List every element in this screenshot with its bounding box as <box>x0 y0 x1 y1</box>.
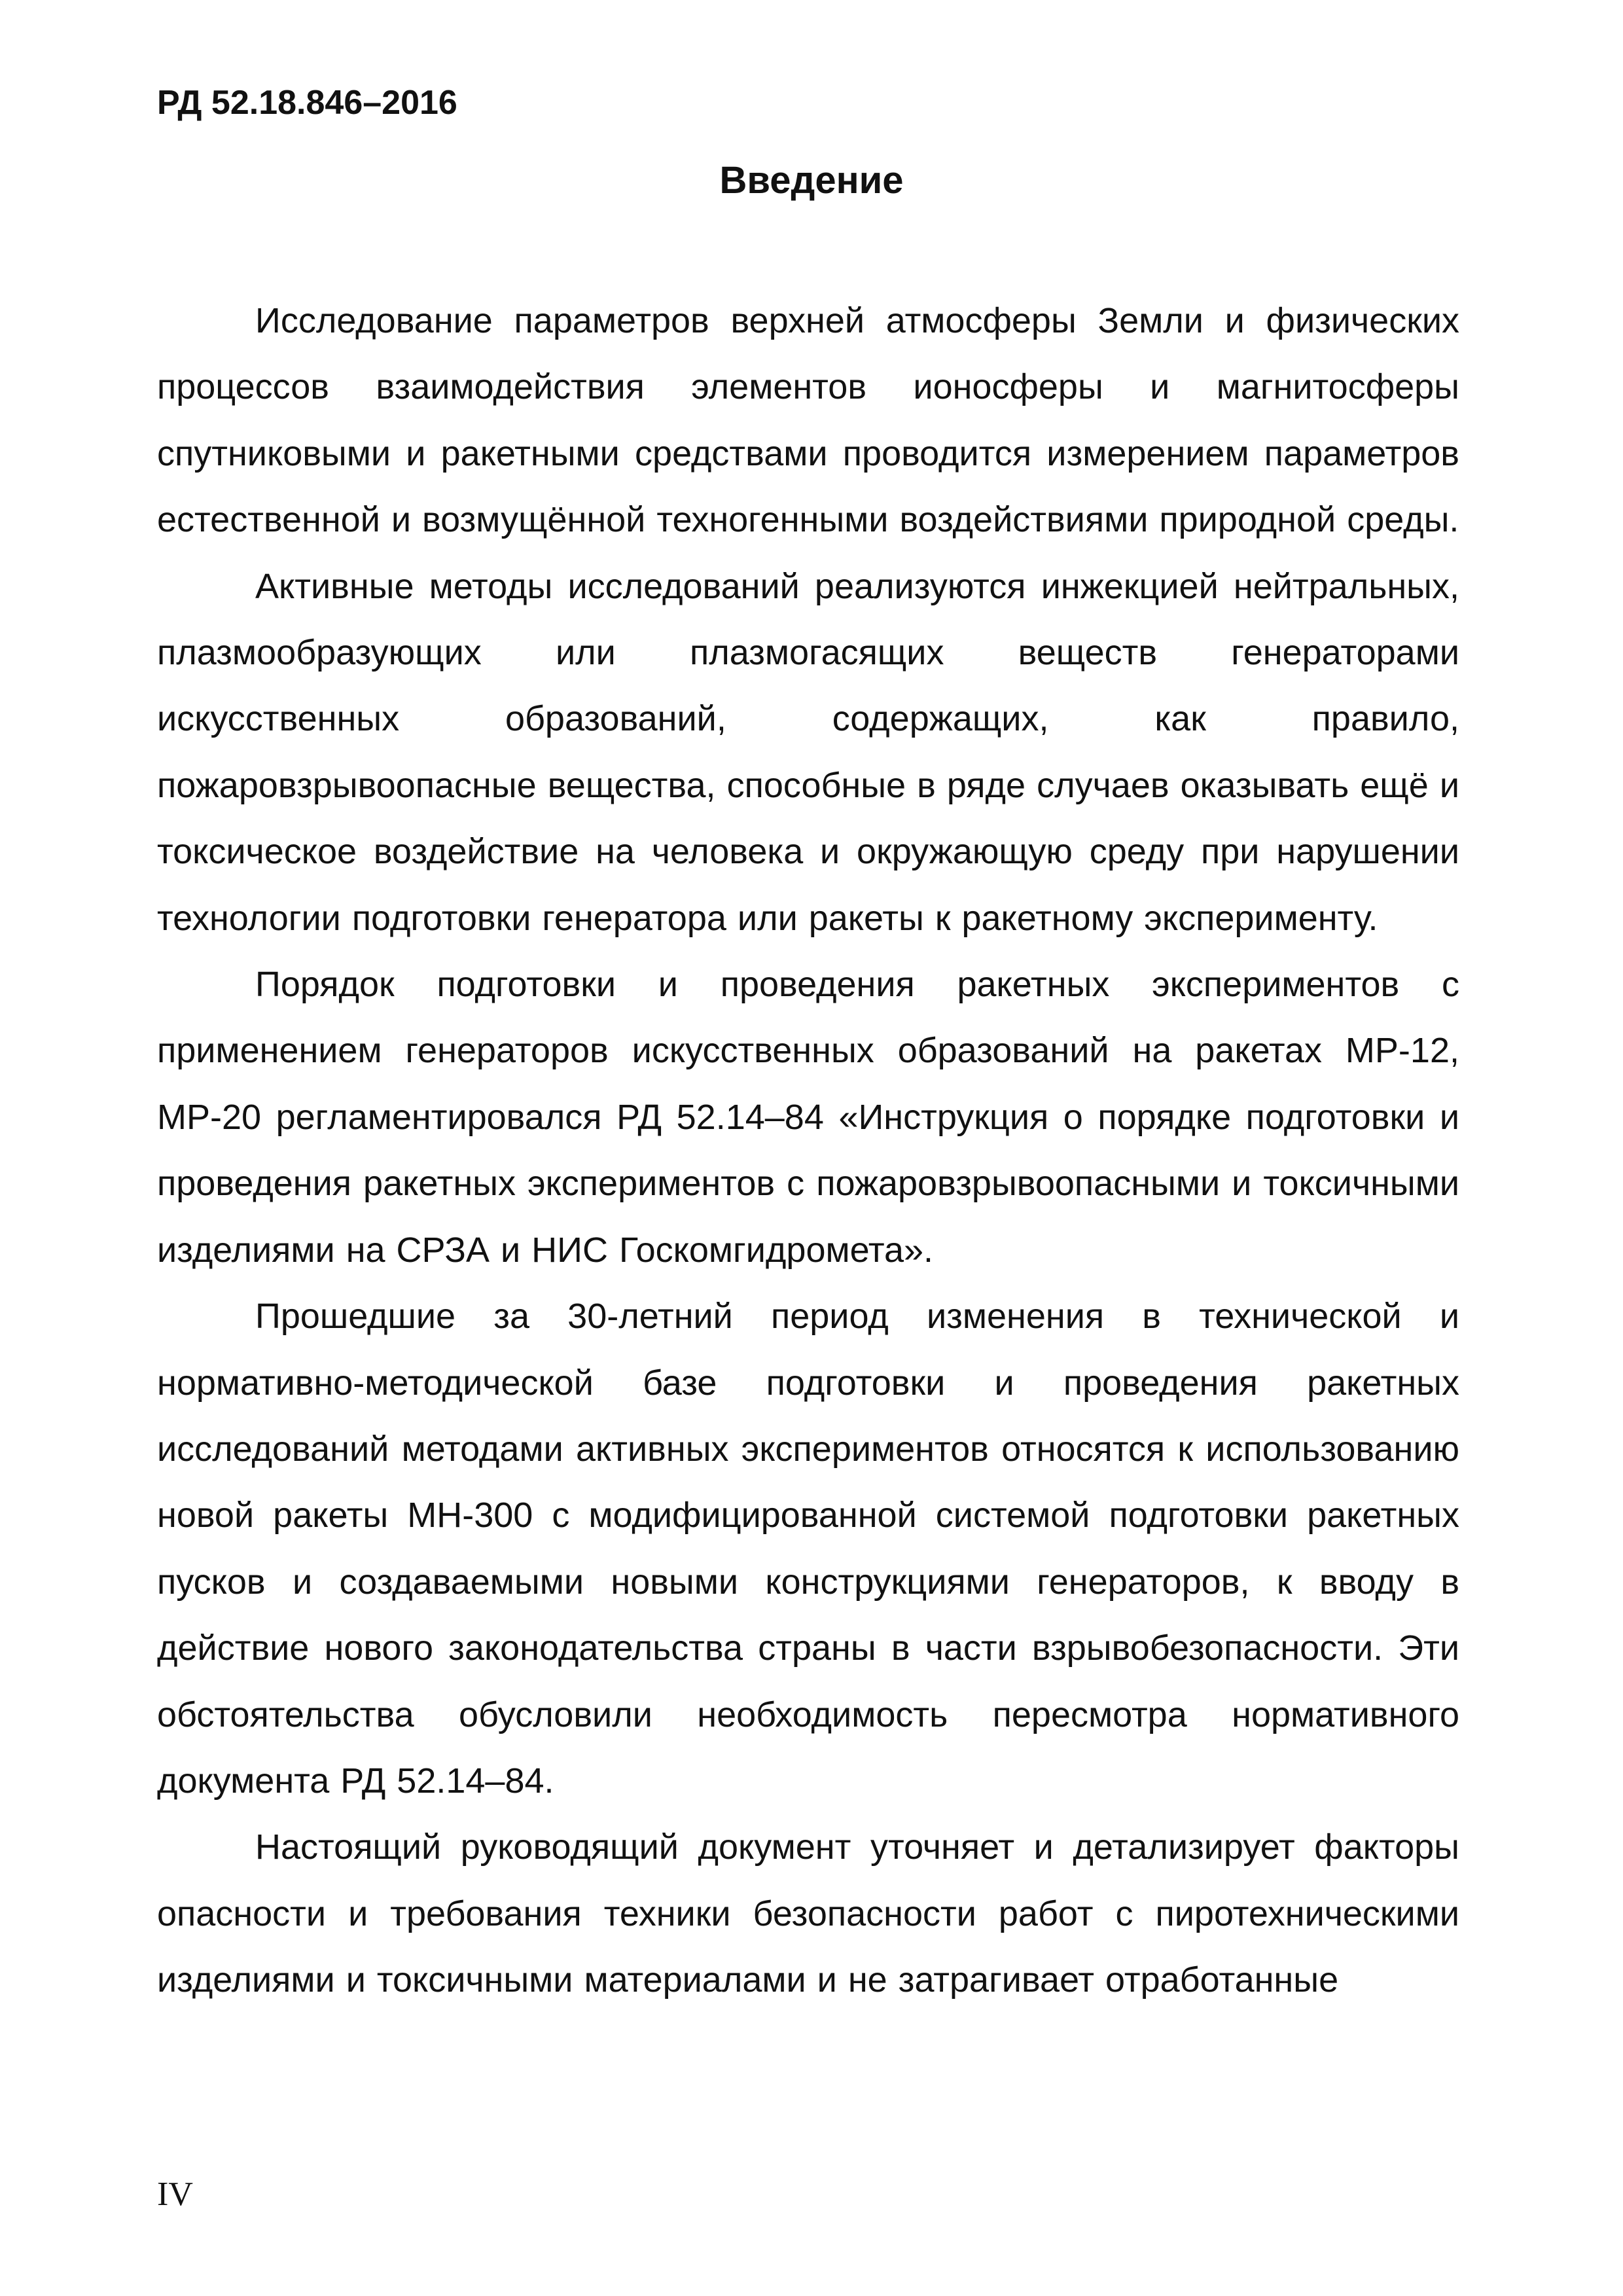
paragraph: Порядок подготовки и проведения ракетных экспериментов с применением генераторов искусственных образований на ракетах МР-12, МР-20 регламентировался РД 52.14–84 «Инструкция о порядке подготовки и проведения ракетных экспериментов с пожаровзрывоопасными и токсичными изделиями на СРЗА и НИС Госкомгидромета». <box>157 965 1459 1270</box>
page-number: IV <box>157 2176 193 2213</box>
paragraph: Настоящий руководящий документ уточняет и детализирует факторы опасности и требования техники безопасности работ с пиротехническими изделиями и токсичными материалами и не затрагивает отработанные <box>157 1827 1459 2000</box>
section-title: Введение <box>719 159 904 202</box>
body-text <box>157 288 1459 2014</box>
paragraph: Исследование параметров верхней атмосферы Земли и физических процессов взаимодействия элементов ионосферы и магнитосферы спутниковыми и ракетными средствами проводится измерением параметров естественной и возмущённой техногенными воздействиями природной среды. <box>157 301 1459 540</box>
paragraph: Прошедшие за 30-летний период изменения в технической и нормативно-методической базе подготовки и проведения ракетных исследований методами активных экспериментов относятся к использованию новой ракеты МН-300 с модифицированной системой подготовки ракетных пусков и создаваемыми новыми конструкциями генераторов, к вводу в действие нового законодательства страны в части взрывобезопасности. Эти обстоятельства обусловили необходимость пересмотра нормативного документа РД 52.14–84. <box>157 1297 1459 1801</box>
document-code: РД 52.18.846–2016 <box>157 84 457 122</box>
paragraph: Активные методы исследований реализуются инжекцией нейтральных, плазмообразующих или плазмогасящих веществ генераторами искусственных образований, содержащих, как правило, пожаровзрывоопасные вещества, способные в ряде случаев оказывать ещё и токсическое воздействие на человека и окружающую среду при нарушении технологии подготовки генератора или ракеты к ракетному эксперименту. <box>157 566 1459 938</box>
